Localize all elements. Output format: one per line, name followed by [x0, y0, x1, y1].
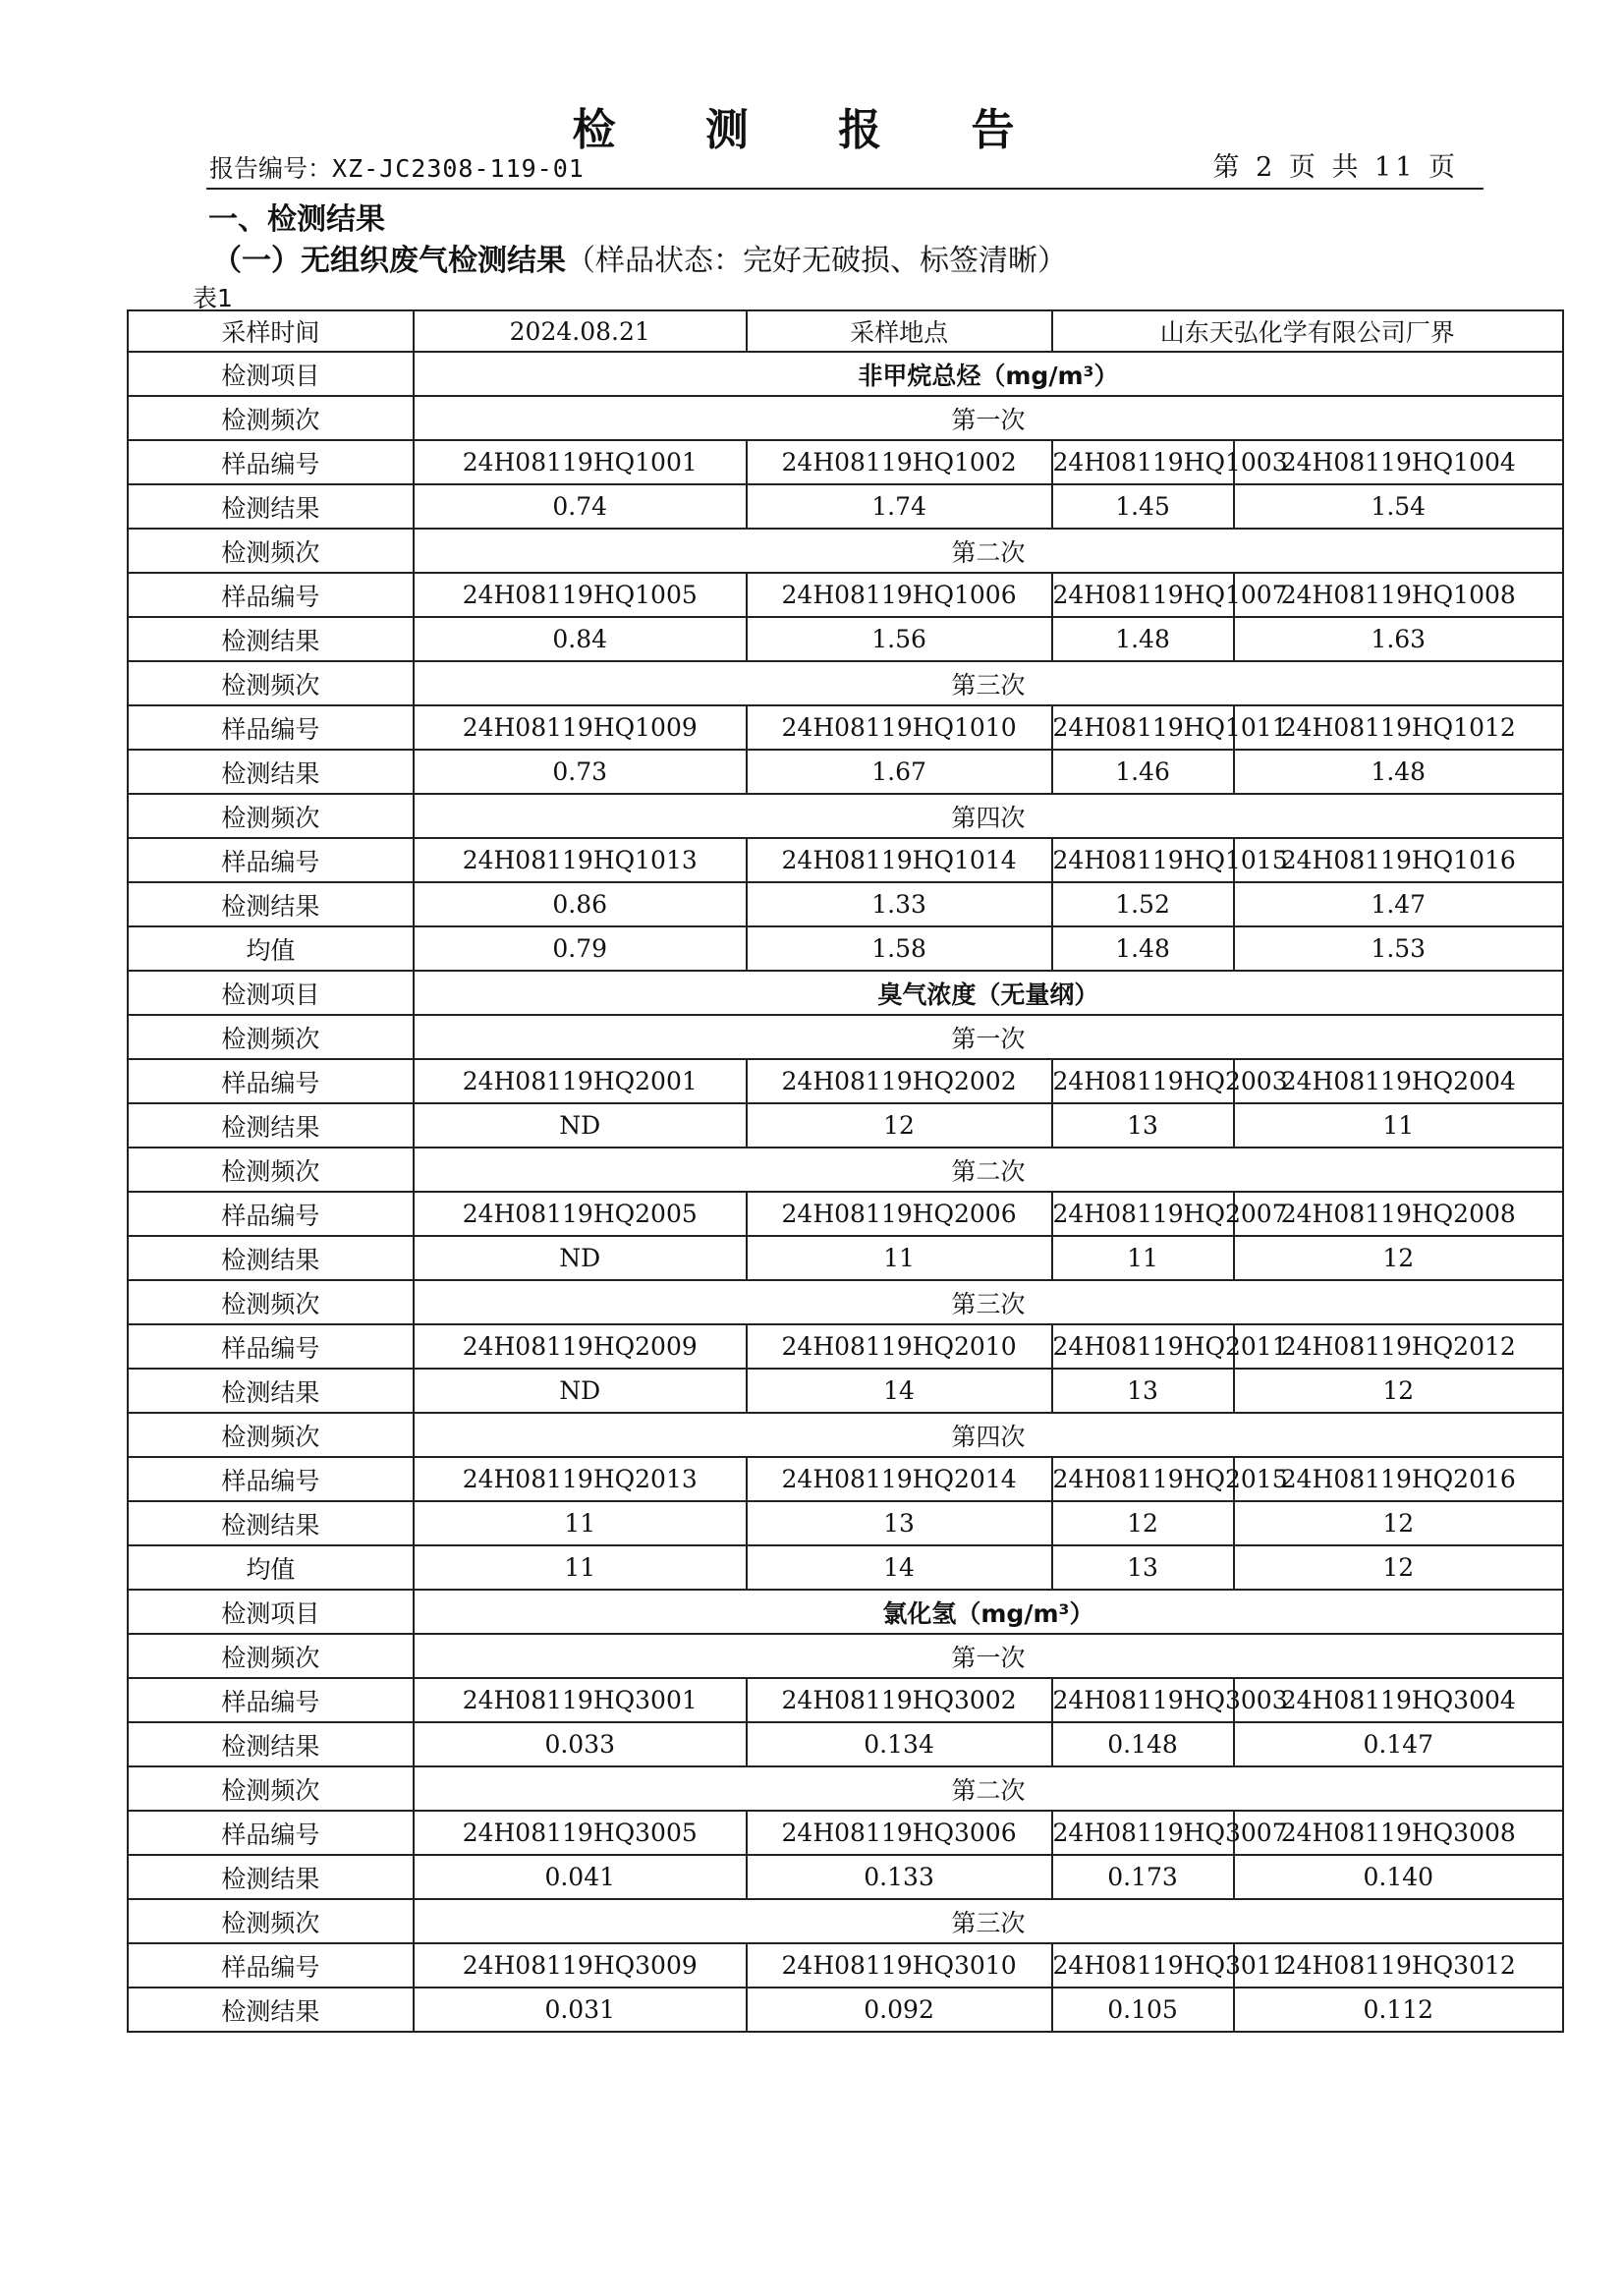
sample-no-cell: 24H08119HQ1006: [747, 573, 1052, 617]
table-label: 表1: [193, 284, 233, 312]
result-row: [128, 1103, 1563, 1148]
item-row: [128, 971, 1563, 1015]
result-cell: ND: [414, 1369, 747, 1413]
result-cell: 0.031: [414, 1988, 747, 2032]
result-cell: 1.48: [1052, 617, 1234, 661]
sample-no-cell: 24H08119HQ3009: [414, 1943, 747, 1988]
sample-row: [128, 1324, 1563, 1369]
result-cell: 1.47: [1234, 882, 1563, 926]
frequency-label: 检测频次: [128, 1280, 414, 1324]
sampling-time-label: 采样时间: [128, 310, 414, 352]
result-row: [128, 484, 1563, 529]
result-cell: 1.48: [1234, 750, 1563, 794]
sample-no-cell: 24H08119HQ3004: [1234, 1678, 1563, 1722]
item-row: [128, 352, 1563, 396]
result-cell: 0.134: [747, 1722, 1052, 1766]
mean-cell: 1.48: [1052, 926, 1234, 971]
result-cell: 11: [747, 1236, 1052, 1280]
result-cell: 1.46: [1052, 750, 1234, 794]
item-name: 臭气浓度（无量纲）: [414, 971, 1563, 1015]
mean-row: [128, 926, 1563, 971]
sample-no-label: 样品编号: [128, 1192, 414, 1236]
sample-no-cell: 24H08119HQ2004: [1234, 1059, 1563, 1103]
result-cell: 1.74: [747, 484, 1052, 529]
sample-no-cell: 24H08119HQ3010: [747, 1943, 1052, 1988]
frequency-label: 检测频次: [128, 661, 414, 705]
sample-no-label: 样品编号: [128, 705, 414, 750]
result-cell: ND: [414, 1236, 747, 1280]
frequency-row: [128, 1280, 1563, 1324]
result-row: [128, 750, 1563, 794]
frequency-row: [128, 794, 1563, 838]
sample-no-cell: 24H08119HQ1004: [1234, 440, 1563, 484]
sample-no-cell: 24H08119HQ2009: [414, 1324, 747, 1369]
item-label: 检测项目: [128, 1590, 414, 1634]
page-number: 第 2 页 共 11 页: [1212, 152, 1459, 183]
sampling-site-label: 采样地点: [747, 310, 1052, 352]
frequency-row: [128, 1899, 1563, 1943]
mean-cell: 1.58: [747, 926, 1052, 971]
result-cell: 13: [747, 1501, 1052, 1545]
result-cell: ND: [414, 1103, 747, 1148]
frequency-label: 检测频次: [128, 794, 414, 838]
result-cell: 11: [414, 1501, 747, 1545]
sample-row: [128, 1059, 1563, 1103]
frequency-row: [128, 396, 1563, 440]
result-cell: 1.33: [747, 882, 1052, 926]
result-cell: 1.56: [747, 617, 1052, 661]
result-cell: 12: [1052, 1501, 1234, 1545]
result-cell: 0.092: [747, 1988, 1052, 2032]
sample-row: [128, 1943, 1563, 1988]
result-cell: 1.67: [747, 750, 1052, 794]
sample-no-cell: 24H08119HQ2011: [1052, 1324, 1234, 1369]
result-row: [128, 882, 1563, 926]
sample-no-cell: 24H08119HQ1003: [1052, 440, 1234, 484]
result-label: 检测结果: [128, 1369, 414, 1413]
page-title: 检 测 报 告: [572, 105, 1052, 155]
sample-state: （样品状态：完好无破损、标签清晰）: [566, 244, 1067, 278]
report-number-label: 报告编号：: [209, 154, 333, 183]
result-cell: 0.140: [1234, 1855, 1563, 1899]
result-cell: 13: [1052, 1103, 1234, 1148]
report-number: [209, 149, 585, 185]
sampling-info-row: [128, 310, 1563, 352]
sample-no-cell: 24H08119HQ3002: [747, 1678, 1052, 1722]
item-label: 检测项目: [128, 352, 414, 396]
result-label: 检测结果: [128, 882, 414, 926]
frequency-value: 第二次: [414, 529, 1563, 573]
sample-no-cell: 24H08119HQ1001: [414, 440, 747, 484]
sample-no-cell: 24H08119HQ2002: [747, 1059, 1052, 1103]
frequency-value: 第四次: [414, 1413, 1563, 1457]
result-row: [128, 1501, 1563, 1545]
result-label: 检测结果: [128, 1103, 414, 1148]
result-cell: 0.133: [747, 1855, 1052, 1899]
result-cell: 0.105: [1052, 1988, 1234, 2032]
sample-no-cell: 24H08119HQ3006: [747, 1811, 1052, 1855]
sample-no-cell: 24H08119HQ3007: [1052, 1811, 1234, 1855]
result-cell: 0.148: [1052, 1722, 1234, 1766]
sample-no-cell: 24H08119HQ1015: [1052, 838, 1234, 882]
frequency-label: 检测频次: [128, 1148, 414, 1192]
sample-no-cell: 24H08119HQ1014: [747, 838, 1052, 882]
results-table-body: [128, 310, 1563, 2032]
header-rule: [206, 188, 1484, 190]
sample-no-cell: 24H08119HQ3005: [414, 1811, 747, 1855]
sample-no-cell: 24H08119HQ2007: [1052, 1192, 1234, 1236]
sample-no-cell: 24H08119HQ1011: [1052, 705, 1234, 750]
frequency-label: 检测频次: [128, 529, 414, 573]
result-cell: 11: [1052, 1236, 1234, 1280]
sample-no-cell: 24H08119HQ3003: [1052, 1678, 1234, 1722]
frequency-row: [128, 1413, 1563, 1457]
frequency-label: 检测频次: [128, 1413, 414, 1457]
result-cell: 14: [747, 1369, 1052, 1413]
result-row: [128, 1855, 1563, 1899]
result-cell: 0.73: [414, 750, 747, 794]
sample-no-cell: 24H08119HQ1012: [1234, 705, 1563, 750]
mean-label: 均值: [128, 1545, 414, 1590]
sample-no-cell: 24H08119HQ2016: [1234, 1457, 1563, 1501]
result-cell: 12: [1234, 1501, 1563, 1545]
mean-cell: 13: [1052, 1545, 1234, 1590]
frequency-value: 第一次: [414, 1634, 1563, 1678]
sample-row: [128, 1811, 1563, 1855]
subsection-heading: [212, 236, 1067, 279]
sample-no-cell: 24H08119HQ3001: [414, 1678, 747, 1722]
result-cell: 1.52: [1052, 882, 1234, 926]
sample-row: [128, 838, 1563, 882]
sample-row: [128, 573, 1563, 617]
mean-cell: 14: [747, 1545, 1052, 1590]
sample-no-cell: 24H08119HQ3011: [1052, 1943, 1234, 1988]
frequency-value: 第三次: [414, 1280, 1563, 1324]
sampling-site-value: 山东天弘化学有限公司厂界: [1052, 310, 1563, 352]
sample-no-cell: 24H08119HQ1007: [1052, 573, 1234, 617]
frequency-row: [128, 1766, 1563, 1811]
sample-no-cell: 24H08119HQ2012: [1234, 1324, 1563, 1369]
result-cell: 11: [1234, 1103, 1563, 1148]
result-cell: 12: [747, 1103, 1052, 1148]
sample-row: [128, 1192, 1563, 1236]
sample-no-label: 样品编号: [128, 838, 414, 882]
frequency-label: 检测频次: [128, 1015, 414, 1059]
result-row: [128, 1988, 1563, 2032]
sample-no-cell: 24H08119HQ1016: [1234, 838, 1563, 882]
frequency-value: 第一次: [414, 1015, 1563, 1059]
mean-cell: 0.79: [414, 926, 747, 971]
sample-no-cell: 24H08119HQ2008: [1234, 1192, 1563, 1236]
result-cell: 1.63: [1234, 617, 1563, 661]
report-number-value: XZ-JC2308-119-01: [332, 154, 585, 183]
sample-no-cell: 24H08119HQ1008: [1234, 573, 1563, 617]
frequency-label: 检测频次: [128, 1899, 414, 1943]
sample-no-label: 样品编号: [128, 1678, 414, 1722]
frequency-value: 第三次: [414, 661, 1563, 705]
sample-no-label: 样品编号: [128, 1059, 414, 1103]
sampling-time-value: 2024.08.21: [414, 310, 747, 352]
result-cell: 0.86: [414, 882, 747, 926]
sample-row: [128, 440, 1563, 484]
result-row: [128, 1236, 1563, 1280]
sample-no-cell: 24H08119HQ2001: [414, 1059, 747, 1103]
sample-no-cell: 24H08119HQ1013: [414, 838, 747, 882]
sample-row: [128, 1457, 1563, 1501]
frequency-label: 检测频次: [128, 396, 414, 440]
item-name: 氯化氢（mg/m³）: [414, 1590, 1563, 1634]
sample-no-cell: 24H08119HQ3008: [1234, 1811, 1563, 1855]
result-label: 检测结果: [128, 1722, 414, 1766]
frequency-value: 第四次: [414, 794, 1563, 838]
result-label: 检测结果: [128, 1988, 414, 2032]
frequency-value: 第一次: [414, 396, 1563, 440]
mean-cell: 1.53: [1234, 926, 1563, 971]
frequency-row: [128, 1148, 1563, 1192]
result-cell: 0.84: [414, 617, 747, 661]
result-label: 检测结果: [128, 1855, 414, 1899]
sample-no-cell: 24H08119HQ2014: [747, 1457, 1052, 1501]
result-cell: 1.54: [1234, 484, 1563, 529]
sample-no-label: 样品编号: [128, 1943, 414, 1988]
sample-no-cell: 24H08119HQ2003: [1052, 1059, 1234, 1103]
sample-no-cell: 24H08119HQ3012: [1234, 1943, 1563, 1988]
item-label: 检测项目: [128, 971, 414, 1015]
frequency-row: [128, 1015, 1563, 1059]
sample-no-cell: 24H08119HQ1002: [747, 440, 1052, 484]
result-cell: 12: [1234, 1236, 1563, 1280]
sample-no-label: 样品编号: [128, 1811, 414, 1855]
frequency-value: 第二次: [414, 1148, 1563, 1192]
sample-no-cell: 24H08119HQ1005: [414, 573, 747, 617]
result-label: 检测结果: [128, 1501, 414, 1545]
sample-no-label: 样品编号: [128, 573, 414, 617]
sample-no-cell: 24H08119HQ2010: [747, 1324, 1052, 1369]
sample-no-cell: 24H08119HQ1010: [747, 705, 1052, 750]
sample-no-label: 样品编号: [128, 1457, 414, 1501]
result-cell: 0.147: [1234, 1722, 1563, 1766]
result-cell: 0.74: [414, 484, 747, 529]
sample-no-cell: 24H08119HQ2013: [414, 1457, 747, 1501]
frequency-value: 第二次: [414, 1766, 1563, 1811]
result-row: [128, 617, 1563, 661]
result-label: 检测结果: [128, 750, 414, 794]
mean-cell: 12: [1234, 1545, 1563, 1590]
frequency-label: 检测频次: [128, 1766, 414, 1811]
frequency-row: [128, 529, 1563, 573]
subsection-title: （一）无组织废气检测结果: [212, 244, 566, 278]
sample-no-cell: 24H08119HQ2006: [747, 1192, 1052, 1236]
frequency-label: 检测频次: [128, 1634, 414, 1678]
section-heading: 一、检测结果: [208, 202, 385, 237]
sample-row: [128, 705, 1563, 750]
item-name: 非甲烷总烃（mg/m³）: [414, 352, 1563, 396]
result-label: 检测结果: [128, 1236, 414, 1280]
result-cell: 0.173: [1052, 1855, 1234, 1899]
result-cell: 13: [1052, 1369, 1234, 1413]
result-cell: 0.041: [414, 1855, 747, 1899]
frequency-row: [128, 1634, 1563, 1678]
sample-no-cell: 24H08119HQ2005: [414, 1192, 747, 1236]
sample-row: [128, 1678, 1563, 1722]
item-row: [128, 1590, 1563, 1634]
result-cell: 12: [1234, 1369, 1563, 1413]
sample-no-cell: 24H08119HQ2015: [1052, 1457, 1234, 1501]
result-label: 检测结果: [128, 617, 414, 661]
sample-no-cell: 24H08119HQ1009: [414, 705, 747, 750]
sample-no-label: 样品编号: [128, 1324, 414, 1369]
sample-no-label: 样品编号: [128, 440, 414, 484]
result-row: [128, 1722, 1563, 1766]
mean-label: 均值: [128, 926, 414, 971]
mean-row: [128, 1545, 1563, 1590]
result-cell: 0.112: [1234, 1988, 1563, 2032]
result-label: 检测结果: [128, 484, 414, 529]
result-cell: 1.45: [1052, 484, 1234, 529]
result-row: [128, 1369, 1563, 1413]
frequency-row: [128, 661, 1563, 705]
results-table: [127, 309, 1564, 2033]
frequency-value: 第三次: [414, 1899, 1563, 1943]
mean-cell: 11: [414, 1545, 747, 1590]
result-cell: 0.033: [414, 1722, 747, 1766]
